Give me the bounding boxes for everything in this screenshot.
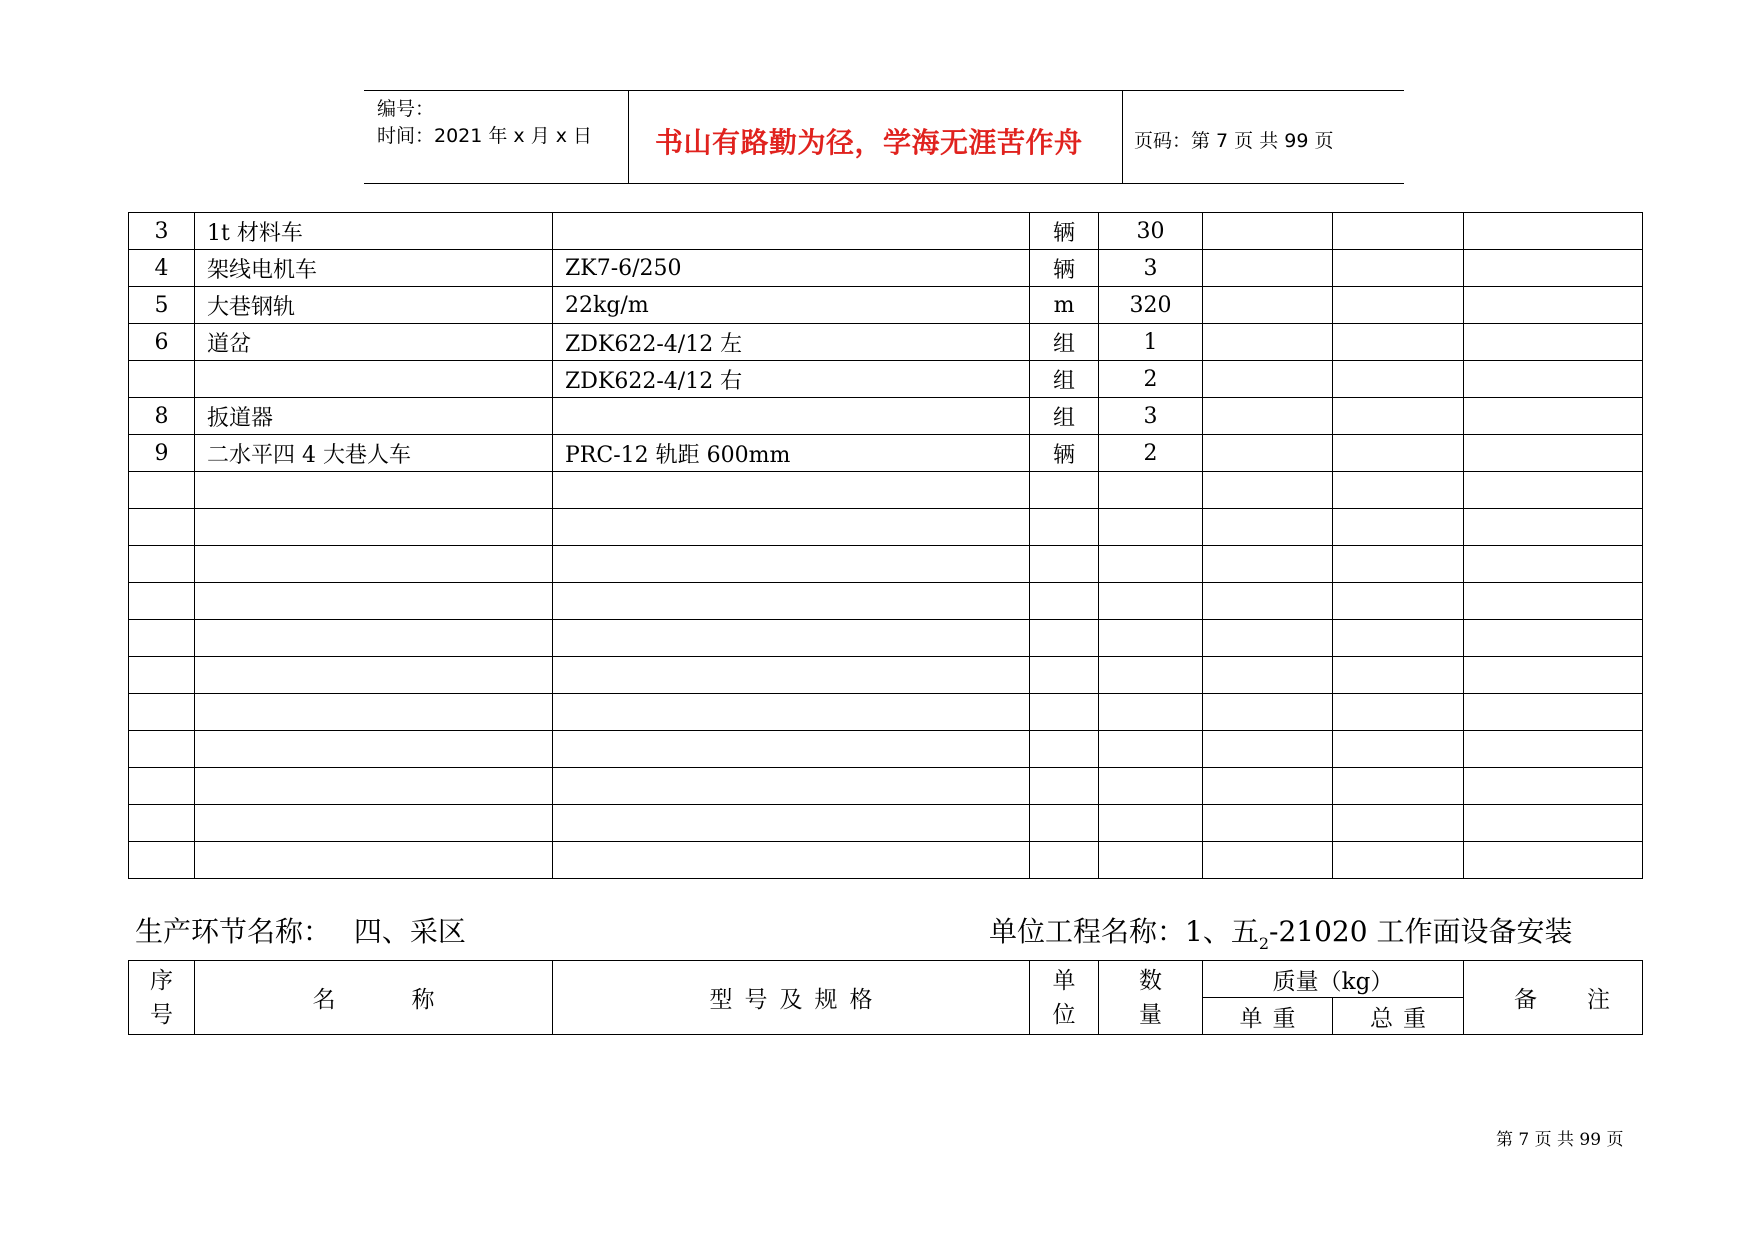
cell-total-weight [1333, 731, 1464, 768]
cell-unit-weight [1203, 472, 1333, 509]
table-row [129, 398, 1643, 435]
cell-no [129, 361, 195, 398]
col-header-seq [129, 961, 195, 1035]
document-date: 时间：2021 年 x 月 x 日 [377, 125, 593, 147]
cell-total-weight [1333, 546, 1464, 583]
cell-remark [1464, 657, 1643, 694]
cell-remark [1464, 250, 1643, 287]
cell-unit [1030, 583, 1099, 620]
cell-model [553, 694, 1030, 731]
cell-unit: m [1030, 287, 1099, 324]
header-top-rule [364, 90, 1404, 91]
cell-name [195, 768, 553, 805]
cell-unit [1030, 731, 1099, 768]
cell-qty [1099, 694, 1203, 731]
cell-total-weight [1333, 657, 1464, 694]
cell-qty [1099, 731, 1203, 768]
col-header-unit-weight [1203, 998, 1333, 1035]
cell-name [195, 583, 553, 620]
cell-name [195, 361, 553, 398]
cell-name [195, 657, 553, 694]
empty-table-row [129, 583, 1643, 620]
cell-unit [1030, 694, 1099, 731]
cell-remark [1464, 620, 1643, 657]
col-header-remark [1464, 961, 1661, 1035]
col-header-seq-top: 序 [150, 967, 173, 994]
items-table-body [129, 213, 1643, 879]
cell-no: 8 [129, 398, 195, 435]
cell-unit-weight [1203, 694, 1333, 731]
cell-remark [1464, 361, 1643, 398]
cell-qty: 30 [1099, 213, 1203, 250]
cell-qty [1099, 657, 1203, 694]
cell-total-weight [1333, 805, 1464, 842]
cell-remark [1464, 583, 1643, 620]
header-divider-right [1122, 90, 1123, 184]
cell-total-weight [1333, 694, 1464, 731]
cell-total-weight [1333, 250, 1464, 287]
col-header-qty [1099, 961, 1203, 1035]
cell-no: 6 [129, 324, 195, 361]
empty-table-row [129, 472, 1643, 509]
cell-total-weight [1333, 287, 1464, 324]
cell-remark [1464, 435, 1643, 472]
cell-model [553, 546, 1030, 583]
cell-unit [1030, 620, 1099, 657]
cell-total-weight [1333, 768, 1464, 805]
cell-no [129, 546, 195, 583]
cell-qty: 2 [1099, 435, 1203, 472]
empty-table-row [129, 805, 1643, 842]
cell-name: 1t 材料车 [195, 213, 553, 250]
cell-unit-weight [1203, 805, 1333, 842]
cell-qty: 320 [1099, 287, 1203, 324]
cell-remark [1464, 768, 1643, 805]
cell-unit-weight [1203, 361, 1333, 398]
cell-qty [1099, 509, 1203, 546]
cell-unit-weight [1203, 657, 1333, 694]
cell-total-weight [1333, 398, 1464, 435]
cell-model [553, 472, 1030, 509]
cell-unit-weight [1203, 620, 1333, 657]
cell-unit-weight [1203, 287, 1333, 324]
col-header-unit [1030, 961, 1099, 1035]
cell-unit [1030, 657, 1099, 694]
cell-model [553, 842, 1030, 879]
cell-remark [1464, 694, 1643, 731]
cell-model [553, 213, 1030, 250]
cell-unit-weight [1203, 731, 1333, 768]
empty-table-row [129, 509, 1643, 546]
col-header-model [553, 961, 1030, 1035]
cell-qty [1099, 546, 1203, 583]
col-header-mass: 质量（kg） [1203, 961, 1464, 998]
table-row [129, 324, 1643, 361]
cell-remark [1464, 731, 1643, 768]
unit-project-value: -21020 工作面设备安装 [1269, 915, 1573, 948]
col-header-unit-weight-text: 单重 [1239, 1005, 1306, 1032]
cell-total-weight [1333, 583, 1464, 620]
cell-model: 22kg/m [553, 287, 1030, 324]
production-stage-value: 四、采区 [353, 915, 466, 948]
cell-model [553, 657, 1030, 694]
cell-qty [1099, 583, 1203, 620]
unit-project-label: 单位工程名称：1、五 [989, 915, 1259, 948]
header-motto: 书山有路勤为径，学海无涯苦作舟 [655, 126, 1083, 159]
empty-table-row [129, 546, 1643, 583]
unit-project-subscript: 2 [1258, 934, 1270, 953]
col-header-total-weight [1333, 998, 1464, 1035]
cell-no [129, 731, 195, 768]
cell-unit-weight [1203, 546, 1333, 583]
cell-name: 道岔 [195, 324, 553, 361]
table-row [129, 213, 1643, 250]
col-header-name [195, 961, 553, 1035]
cell-remark [1464, 287, 1643, 324]
cell-unit: 辆 [1030, 435, 1099, 472]
cell-no [129, 842, 195, 879]
cell-model [553, 509, 1030, 546]
cell-no [129, 583, 195, 620]
cell-unit-weight [1203, 435, 1333, 472]
cell-model [553, 620, 1030, 657]
equipment-items-table [128, 212, 1643, 879]
header-bottom-rule [364, 183, 1404, 184]
col-header-unit-top: 单 [1052, 967, 1076, 994]
col-header-qty-bottom: 量 [1139, 1001, 1162, 1028]
cell-no [129, 472, 195, 509]
cell-qty [1099, 768, 1203, 805]
cell-unit [1030, 842, 1099, 879]
cell-unit-weight [1203, 842, 1333, 879]
cell-no [129, 768, 195, 805]
cell-remark [1464, 509, 1643, 546]
cell-qty [1099, 842, 1203, 879]
table-row [129, 361, 1643, 398]
header-page-number: 页码：第 7 页 共 99 页 [1134, 130, 1334, 152]
cell-qty: 3 [1099, 250, 1203, 287]
cell-qty: 2 [1099, 361, 1203, 398]
footer-page-number: 第 7 页 共 99 页 [1496, 1130, 1624, 1150]
cell-remark [1464, 398, 1643, 435]
col-header-unit-bottom: 位 [1052, 1001, 1076, 1028]
table-row [129, 435, 1643, 472]
cell-unit-weight [1203, 768, 1333, 805]
unit-project [989, 910, 1572, 953]
document-number-label: 编号： [377, 98, 435, 120]
cell-remark [1464, 805, 1643, 842]
cell-unit: 组 [1030, 324, 1099, 361]
cell-model [553, 768, 1030, 805]
cell-no [129, 657, 195, 694]
cell-unit: 辆 [1030, 213, 1099, 250]
empty-table-row [129, 694, 1643, 731]
empty-table-row [129, 842, 1643, 879]
cell-unit [1030, 472, 1099, 509]
cell-unit [1030, 509, 1099, 546]
cell-qty [1099, 472, 1203, 509]
cell-unit-weight [1203, 213, 1333, 250]
cell-unit-weight [1203, 583, 1333, 620]
cell-model [553, 805, 1030, 842]
cell-unit-weight [1203, 250, 1333, 287]
cell-remark [1464, 546, 1643, 583]
cell-no: 5 [129, 287, 195, 324]
empty-table-row [129, 657, 1643, 694]
cell-unit [1030, 768, 1099, 805]
cell-qty [1099, 805, 1203, 842]
cell-model [553, 731, 1030, 768]
cell-remark [1464, 324, 1643, 361]
production-stage-label: 生产环节名称： [135, 915, 332, 948]
cell-unit-weight [1203, 509, 1333, 546]
cell-qty: 3 [1099, 398, 1203, 435]
cell-name [195, 842, 553, 879]
cell-unit: 辆 [1030, 250, 1099, 287]
cell-no [129, 694, 195, 731]
cell-total-weight [1333, 324, 1464, 361]
production-stage [135, 910, 466, 950]
col-header-remark-text: 备注 [1514, 987, 1661, 1013]
cell-total-weight [1333, 620, 1464, 657]
empty-table-row [129, 620, 1643, 657]
cell-unit [1030, 805, 1099, 842]
cell-name: 大巷钢轨 [195, 287, 553, 324]
cell-model: ZDK622-4/12 左 [553, 324, 1030, 361]
cell-total-weight [1333, 472, 1464, 509]
col-header-seq-bottom: 号 [150, 1001, 173, 1028]
cell-remark [1464, 472, 1643, 509]
cell-name [195, 472, 553, 509]
header-divider-left [628, 90, 629, 184]
cell-unit: 组 [1030, 398, 1099, 435]
cell-name [195, 805, 553, 842]
cell-total-weight [1333, 842, 1464, 879]
col-header-name-text: 名称 [312, 987, 511, 1013]
cell-unit-weight [1203, 324, 1333, 361]
col-header-total-weight-text: 总重 [1370, 1005, 1436, 1032]
table-row [129, 287, 1643, 324]
cell-name [195, 731, 553, 768]
cell-model [553, 583, 1030, 620]
cell-model: ZK7-6/250 [553, 250, 1030, 287]
cell-no: 3 [129, 213, 195, 250]
cell-no [129, 620, 195, 657]
cell-model [553, 398, 1030, 435]
empty-table-row [129, 768, 1643, 805]
cell-no [129, 805, 195, 842]
cell-qty [1099, 620, 1203, 657]
cell-model: ZDK622-4/12 右 [553, 361, 1030, 398]
cell-remark [1464, 213, 1643, 250]
cell-total-weight [1333, 435, 1464, 472]
cell-unit-weight [1203, 398, 1333, 435]
cell-name [195, 620, 553, 657]
cell-no: 9 [129, 435, 195, 472]
cell-unit [1030, 546, 1099, 583]
column-header-table [128, 960, 1661, 1035]
cell-total-weight [1333, 509, 1464, 546]
cell-total-weight [1333, 361, 1464, 398]
col-header-qty-top: 数 [1139, 967, 1162, 994]
cell-no: 4 [129, 250, 195, 287]
col-header-model-text: 型号及规格 [709, 987, 885, 1013]
cell-remark [1464, 842, 1643, 879]
cell-name: 架线电机车 [195, 250, 553, 287]
cell-model: PRC-12 轨距 600mm [553, 435, 1030, 472]
table-row [129, 250, 1643, 287]
cell-name: 二水平四 4 大巷人车 [195, 435, 553, 472]
cell-total-weight [1333, 213, 1464, 250]
cell-name [195, 509, 553, 546]
cell-unit: 组 [1030, 361, 1099, 398]
cell-qty: 1 [1099, 324, 1203, 361]
cell-name: 扳道器 [195, 398, 553, 435]
cell-no [129, 509, 195, 546]
cell-name [195, 546, 553, 583]
cell-name [195, 694, 553, 731]
empty-table-row [129, 731, 1643, 768]
